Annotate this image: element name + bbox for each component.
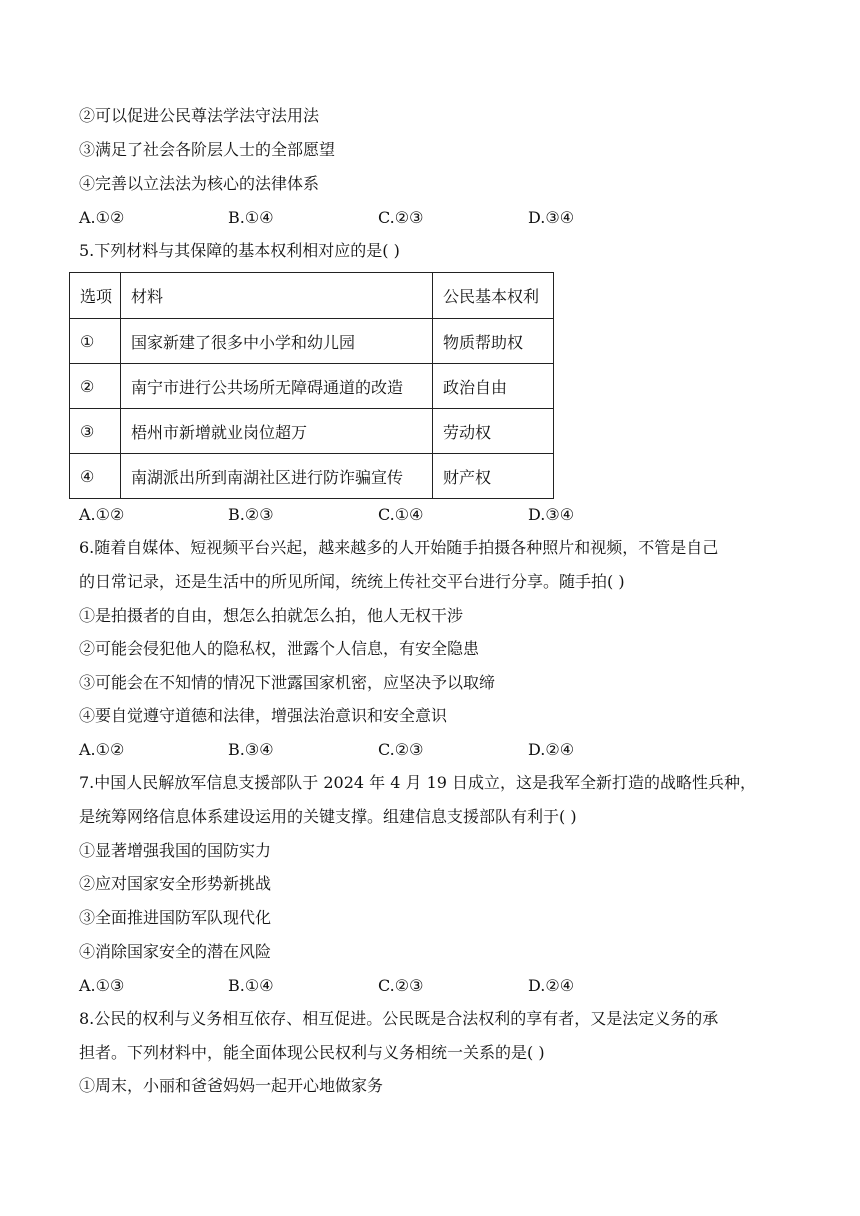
q6-statement-4: ④要自觉遵守道德和法律，增强法治意识和安全意识 [79,706,448,725]
q7-statement-2: ②应对国家安全形势新挑战 [79,874,272,893]
q7-option-a: A.①③ [79,976,125,995]
q7-option-b: B.①④ [228,976,274,995]
q6-statement-1: ①是拍摄者的自由，想怎么拍就怎么拍，他人无权干涉 [79,606,464,625]
q4-answer-options [79,208,739,228]
q7-option-c: C.②③ [378,976,424,995]
q4-statement-2: ②可以促进公民尊法学法守法用法 [79,106,320,125]
q6-option-c: C.②③ [378,740,424,759]
q7-stem-line-2: 是统筹网络信息体系建设运用的关键支撑。组建信息支援部队有利于( ) [79,807,577,826]
q5-option-b: B.②③ [228,505,274,524]
q6-option-b: B.③④ [228,740,274,759]
table-cell: 南宁市进行公共场所无障碍通道的改造 [121,364,433,409]
q6-option-d: D.②④ [528,740,575,759]
q5-answer-options [79,505,739,525]
table-header-cell: 材料 [121,273,433,319]
table-cell: 劳动权 [433,409,554,454]
q5-option-c: C.①④ [378,505,424,524]
q4-option-b: B.①④ [228,208,274,227]
q7-stem-line-1: 7.中国人民解放军信息支援部队于 2024 年 4 月 19 日成立，这是我军全新打造的战略性兵种， [79,773,757,792]
table-cell: ④ [70,454,121,499]
q4-statement-3: ③满足了社会各阶层人士的全部愿望 [79,140,336,159]
q8-statement-1: ①周末，小丽和爸爸妈妈一起开心地做家务 [79,1076,384,1095]
table-cell: 梧州市新增就业岗位超万 [121,409,433,454]
q5-rights-table [69,272,554,499]
q7-statement-3: ③全面推进国防军队现代化 [79,908,272,927]
q7-statement-4: ④消除国家安全的潜在风险 [79,942,272,961]
table-row [70,409,554,454]
table-row [70,454,554,499]
q5-option-a: A.①② [79,505,125,524]
q8-stem-line-1: 8.公民的权利与义务相互依存、相互促进。公民既是合法权利的享有者，又是法定义务的承 [79,1009,719,1028]
q4-option-a: A.①② [79,208,125,227]
table-cell: 南湖派出所到南湖社区进行防诈骗宣传 [121,454,433,499]
q6-option-a: A.①② [79,740,125,759]
q5-option-d: D.③④ [528,505,575,524]
q7-answer-options [79,976,739,996]
q7-option-d: D.②④ [528,976,575,995]
q4-statement-4: ④完善以立法法为核心的法律体系 [79,174,320,193]
table-row [70,319,554,364]
table-cell: 国家新建了很多中小学和幼儿园 [121,319,433,364]
table-cell: ③ [70,409,121,454]
table-row [70,364,554,409]
q7-statement-1: ①显著增强我国的国防实力 [79,841,272,860]
table-cell: 物质帮助权 [433,319,554,364]
table-cell: 财产权 [433,454,554,499]
q8-stem-line-2: 担者。下列材料中，能全面体现公民权利与义务相统一关系的是( ) [79,1043,545,1062]
table-cell: ① [70,319,121,364]
table-header-cell: 选项 [70,273,121,319]
q4-option-d: D.③④ [528,208,575,227]
q6-stem-line-2: 的日常记录，还是生活中的所见所闻，统统上传社交平台进行分享。随手拍( ) [79,572,625,591]
q5-stem: 5.下列材料与其保障的基本权利相对应的是( ) [79,241,400,260]
q6-stem-line-1: 6.随着自媒体、短视频平台兴起，越来越多的人开始随手拍摄各种照片和视频，不管是自己 [79,538,719,557]
table-cell: ② [70,364,121,409]
q6-answer-options [79,740,739,760]
table-cell: 政治自由 [433,364,554,409]
q6-statement-3: ③可能会在不知情的情况下泄露国家机密，应坚决予以取缔 [79,673,496,692]
table-header-row [70,273,554,319]
q6-statement-2: ②可能会侵犯他人的隐私权，泄露个人信息，有安全隐患 [79,639,480,658]
q4-option-c: C.②③ [378,208,424,227]
table-header-cell: 公民基本权利 [433,273,554,319]
